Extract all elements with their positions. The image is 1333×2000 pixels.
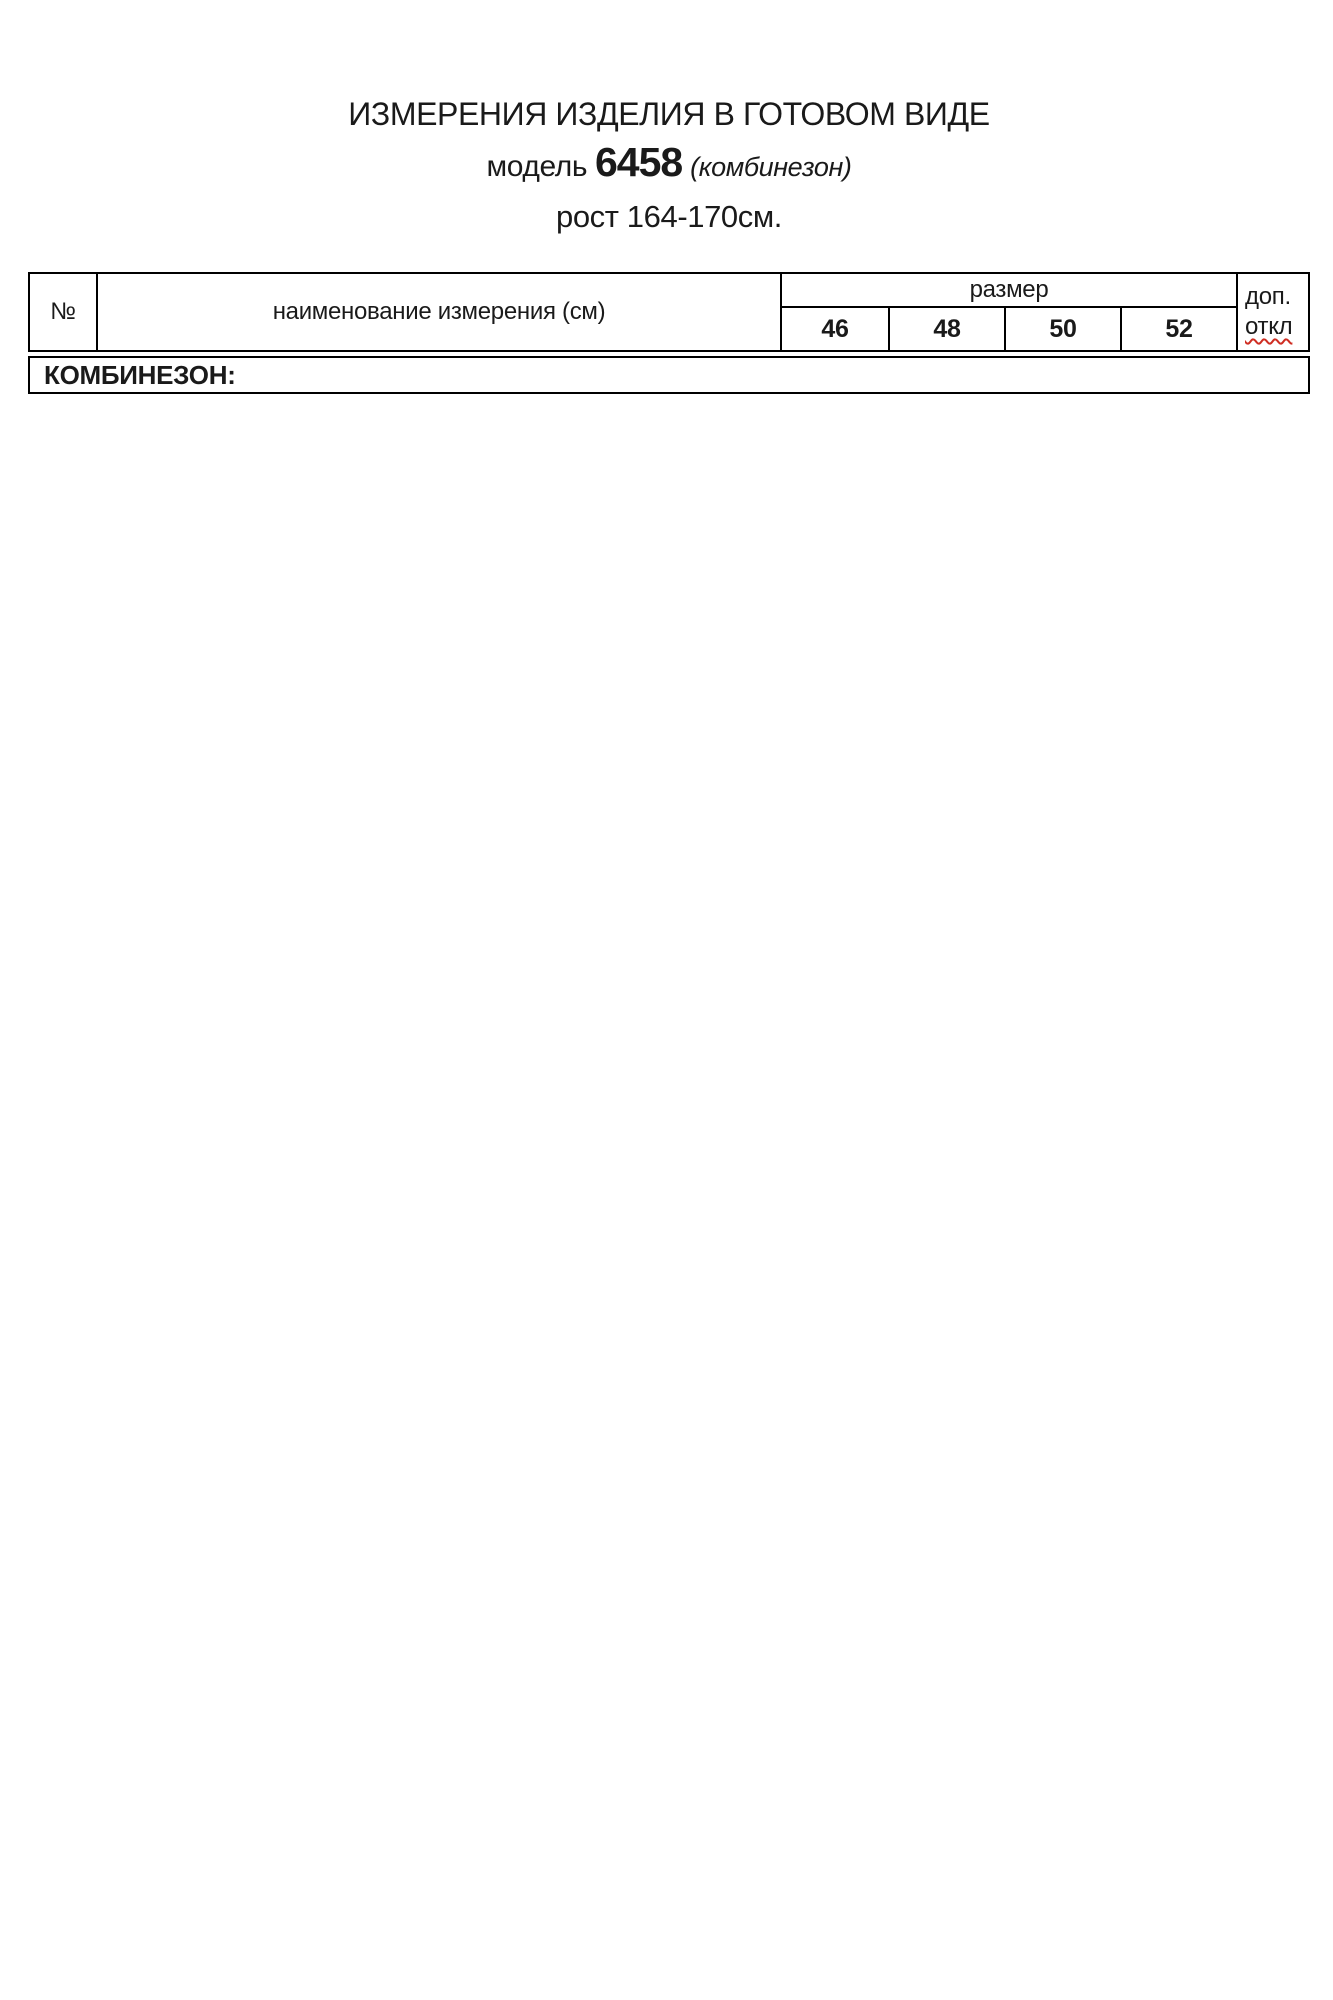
section-title: КОМБИНЕЗОН:	[44, 359, 236, 390]
header-number: №	[50, 298, 76, 325]
table-header	[28, 272, 1310, 352]
header-tolerance	[1236, 274, 1308, 350]
model-number: 6458	[595, 139, 683, 185]
header-measurement-name: наименование измерения (см)	[96, 274, 780, 350]
header-tolerance-line2: откл	[1245, 313, 1293, 340]
header-size-52: 52	[1120, 308, 1236, 350]
title-block	[28, 92, 1310, 241]
document-title: ИЗМЕРЕНИЯ ИЗДЕЛИЯ В ГОТОВОМ ВИДЕ	[348, 96, 990, 132]
model-line	[28, 136, 1310, 193]
model-note: (комбинезон)	[690, 152, 852, 182]
header-size-50: 50	[1004, 308, 1120, 350]
height-range: рост 164-170см.	[556, 199, 782, 234]
model-label: модель	[486, 150, 595, 183]
header-size-46: 46	[780, 308, 888, 350]
header-size-group: размер	[780, 274, 1236, 308]
header-size-48: 48	[888, 308, 1004, 350]
measurements-table	[28, 272, 1310, 398]
section-row	[28, 356, 1310, 394]
header-tolerance-line1: доп.	[1245, 283, 1291, 310]
